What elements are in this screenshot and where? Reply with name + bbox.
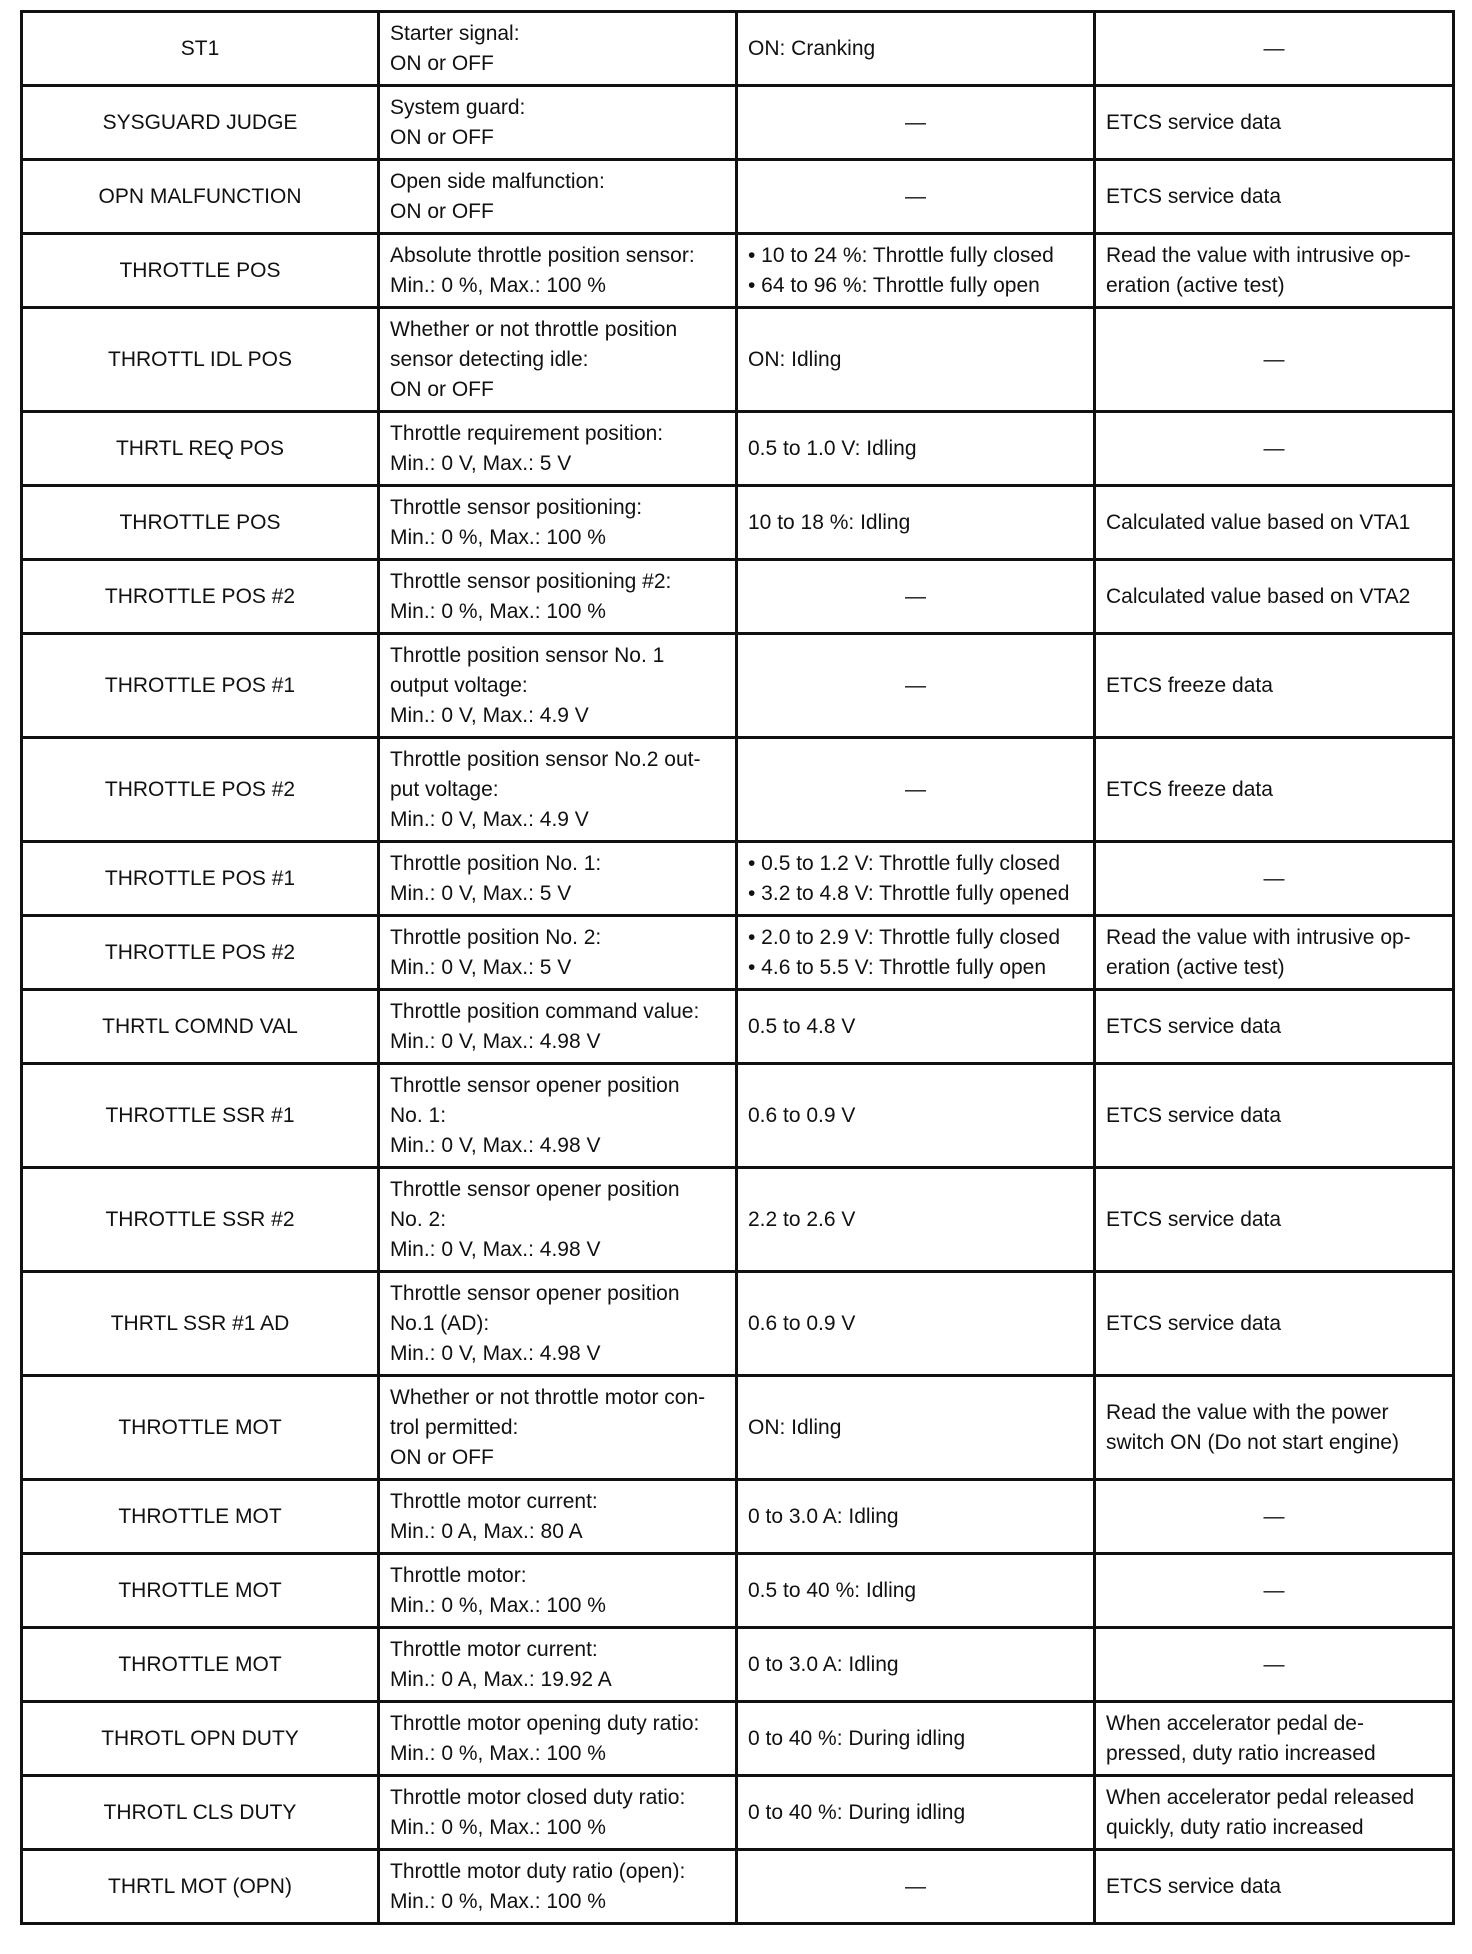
normal-condition-line: • 4.6 to 5.5 V: Throttle fully open: [748, 955, 1047, 979]
normal-condition-line: 0 to 40 %: During idling: [748, 1800, 966, 1824]
diagnostic-note-cell: [1095, 308, 1454, 412]
normal-condition-cell: [737, 1064, 1095, 1168]
measurement-line: System guard:: [390, 95, 526, 119]
normal-condition-line: • 2.0 to 2.9 V: Throttle fully closed: [748, 925, 1061, 949]
measurement-line: Min.: 0 %, Max.: 100 %: [390, 1815, 606, 1839]
normal-condition-cell: [737, 412, 1095, 486]
measurement-line: Min.: 0 V, Max.: 5 V: [390, 451, 572, 475]
measurement-line: Whether or not throttle position: [390, 317, 678, 341]
diagnostic-note-cell: [1095, 86, 1454, 160]
table-row: [22, 1702, 1454, 1776]
diagnostic-note-cell: [1095, 1376, 1454, 1480]
normal-condition-line: ON: Idling: [748, 347, 842, 371]
diagnostic-note-line: ETCS service data: [1106, 1874, 1282, 1898]
diagnostic-note-cell: [1095, 990, 1454, 1064]
measurement-line: Throttle position sensor No.2 out-: [390, 747, 701, 771]
diagnostic-note-line: eration (active test): [1106, 955, 1285, 979]
measurement-cell: [379, 1272, 737, 1376]
diagnostic-note-cell: [1095, 1554, 1454, 1628]
item-cell: THROTTLE POS #2: [22, 916, 379, 990]
normal-condition-line: 0 to 3.0 A: Idling: [748, 1652, 899, 1676]
normal-condition-cell: [737, 842, 1095, 916]
measurement-line: Min.: 0 A, Max.: 80 A: [390, 1519, 583, 1543]
measurement-cell: [379, 86, 737, 160]
table-row: [22, 1272, 1454, 1376]
measurement-cell: [379, 486, 737, 560]
diagnostic-note-cell: [1095, 634, 1454, 738]
normal-condition-line: —: [905, 584, 926, 608]
measurement-line: Min.: 0 %, Max.: 100 %: [390, 273, 606, 297]
diagnostic-note-cell: [1095, 1850, 1454, 1924]
normal-condition-cell: [737, 916, 1095, 990]
item-cell: THRTL COMND VAL: [22, 990, 379, 1064]
measurement-line: Min.: 0 %, Max.: 100 %: [390, 1889, 606, 1913]
measurement-cell: [379, 1702, 737, 1776]
normal-condition-cell: [737, 160, 1095, 234]
diagnostic-note-cell: [1095, 12, 1454, 86]
item-cell: SYSGUARD JUDGE: [22, 86, 379, 160]
measurement-cell: [379, 234, 737, 308]
item-cell: THROTTLE MOT: [22, 1480, 379, 1554]
measurement-line: Throttle motor closed duty ratio:: [390, 1785, 686, 1809]
normal-condition-line: —: [905, 777, 926, 801]
measurement-line: Starter signal:: [390, 21, 520, 45]
item-cell: THROTTLE MOT: [22, 1376, 379, 1480]
diagnostic-note-line: ETCS service data: [1106, 110, 1282, 134]
table-row: [22, 634, 1454, 738]
diagnostic-note-line: When accelerator pedal de-: [1106, 1711, 1364, 1735]
table-row: [22, 738, 1454, 842]
item-cell: THROTTLE SSR #2: [22, 1168, 379, 1272]
normal-condition-line: 0.5 to 1.0 V: Idling: [748, 436, 917, 460]
diagnostic-note-line: Calculated value based on VTA2: [1106, 584, 1411, 608]
item-cell: THROTTLE POS #1: [22, 842, 379, 916]
table-row: [22, 916, 1454, 990]
diagnostic-note-line: Read the value with intrusive op-: [1106, 925, 1411, 949]
diagnostic-note-line: When accelerator pedal released: [1106, 1785, 1415, 1809]
normal-condition-cell: [737, 1480, 1095, 1554]
table-row: [22, 1628, 1454, 1702]
normal-condition-line: —: [905, 673, 926, 697]
normal-condition-line: 10 to 18 %: Idling: [748, 510, 911, 534]
measurement-cell: [379, 990, 737, 1064]
measurement-line: ON or OFF: [390, 199, 494, 223]
measurement-line: output voltage:: [390, 673, 528, 697]
measurement-line: Min.: 0 V, Max.: 4.98 V: [390, 1237, 601, 1261]
measurement-cell: [379, 1168, 737, 1272]
item-cell: THRTL SSR #1 AD: [22, 1272, 379, 1376]
measurement-cell: [379, 308, 737, 412]
measurement-line: Throttle sensor positioning #2:: [390, 569, 672, 593]
measurement-line: Min.: 0 V, Max.: 4.98 V: [390, 1029, 601, 1053]
measurement-line: ON or OFF: [390, 51, 494, 75]
table-row: [22, 842, 1454, 916]
diagnostic-note-cell: [1095, 916, 1454, 990]
item-cell: THROTTLE MOT: [22, 1554, 379, 1628]
table-row: [22, 1776, 1454, 1850]
measurement-cell: [379, 1776, 737, 1850]
item-cell: THROTTLE SSR #1: [22, 1064, 379, 1168]
measurement-line: ON or OFF: [390, 1445, 494, 1469]
diagnostic-note-cell: [1095, 1272, 1454, 1376]
measurement-cell: [379, 1628, 737, 1702]
measurement-cell: [379, 1376, 737, 1480]
measurement-line: ON or OFF: [390, 125, 494, 149]
measurement-line: Throttle motor current:: [390, 1489, 598, 1513]
measurement-line: Min.: 0 V, Max.: 5 V: [390, 955, 572, 979]
measurement-line: Throttle position command value:: [390, 999, 700, 1023]
measurement-cell: [379, 842, 737, 916]
measurement-cell: [379, 634, 737, 738]
diagnostic-note-line: ETCS service data: [1106, 1207, 1282, 1231]
item-cell: THROTTL IDL POS: [22, 308, 379, 412]
measurement-line: sensor detecting idle:: [390, 347, 589, 371]
table-row: [22, 560, 1454, 634]
normal-condition-cell: [737, 1554, 1095, 1628]
diagnostic-note-cell: [1095, 1480, 1454, 1554]
diagnostic-note-line: Read the value with the power: [1106, 1400, 1389, 1424]
normal-condition-cell: [737, 486, 1095, 560]
measurement-cell: [379, 12, 737, 86]
diagnostic-note-line: —: [1263, 347, 1285, 371]
normal-condition-line: ON: Cranking: [748, 36, 876, 60]
item-cell: THROTTLE POS #1: [22, 634, 379, 738]
normal-condition-line: —: [905, 184, 926, 208]
measurement-line: Absolute throttle position sensor:: [390, 243, 695, 267]
item-cell: OPN MALFUNCTION: [22, 160, 379, 234]
item-cell: THRTL MOT (OPN): [22, 1850, 379, 1924]
item-cell: THROTTLE POS #2: [22, 738, 379, 842]
normal-condition-cell: [737, 1850, 1095, 1924]
measurement-line: Min.: 0 V, Max.: 4.98 V: [390, 1341, 601, 1365]
measurement-line: Throttle sensor opener position: [390, 1281, 680, 1305]
diagnostic-note-line: pressed, duty ratio increased: [1106, 1741, 1376, 1765]
measurement-line: Min.: 0 %, Max.: 100 %: [390, 1593, 606, 1617]
diagnostic-note-cell: [1095, 1628, 1454, 1702]
diagnostic-note-line: ETCS freeze data: [1106, 673, 1273, 697]
measurement-line: Throttle position No. 2:: [390, 925, 602, 949]
table-row: [22, 412, 1454, 486]
table-row: [22, 1376, 1454, 1480]
measurement-line: Throttle position sensor No. 1: [390, 643, 665, 667]
measurement-line: Min.: 0 %, Max.: 100 %: [390, 599, 606, 623]
normal-condition-cell: [737, 990, 1095, 1064]
measurement-line: Throttle position No. 1:: [390, 851, 602, 875]
table-row: [22, 86, 1454, 160]
item-cell: THROTL CLS DUTY: [22, 1776, 379, 1850]
measurement-line: Throttle sensor opener position: [390, 1177, 680, 1201]
measurement-line: Min.: 0 V, Max.: 4.98 V: [390, 1133, 601, 1157]
diagnostic-note-line: —: [1263, 866, 1285, 890]
measurement-cell: [379, 560, 737, 634]
normal-condition-cell: [737, 86, 1095, 160]
table-body: [22, 12, 1454, 1924]
normal-condition-line: 0 to 40 %: During idling: [748, 1726, 966, 1750]
measurement-line: Min.: 0 V, Max.: 5 V: [390, 881, 572, 905]
diagnostic-note-cell: [1095, 234, 1454, 308]
data-list-table: [20, 10, 1455, 1925]
normal-condition-cell: [737, 560, 1095, 634]
measurement-line: Throttle motor current:: [390, 1637, 598, 1661]
diagnostic-note-cell: [1095, 160, 1454, 234]
diagnostic-note-cell: [1095, 560, 1454, 634]
diagnostic-note-line: Calculated value based on VTA1: [1106, 510, 1411, 534]
measurement-cell: [379, 1064, 737, 1168]
measurement-line: Min.: 0 V, Max.: 4.9 V: [390, 807, 589, 831]
diagnostic-note-line: ETCS service data: [1106, 1014, 1282, 1038]
normal-condition-line: • 10 to 24 %: Throttle fully closed: [748, 243, 1054, 267]
table-row: [22, 308, 1454, 412]
measurement-line: No. 1:: [390, 1103, 447, 1127]
measurement-cell: [379, 916, 737, 990]
measurement-line: Throttle sensor positioning:: [390, 495, 643, 519]
table-row: [22, 1064, 1454, 1168]
table-row: [22, 1850, 1454, 1924]
item-cell: THROTTLE MOT: [22, 1628, 379, 1702]
normal-condition-cell: [737, 1702, 1095, 1776]
normal-condition-cell: [737, 634, 1095, 738]
normal-condition-line: • 64 to 96 %: Throttle fully open: [748, 273, 1040, 297]
measurement-line: put voltage:: [390, 777, 499, 801]
normal-condition-cell: [737, 1776, 1095, 1850]
normal-condition-cell: [737, 12, 1095, 86]
measurement-line: Min.: 0 A, Max.: 19.92 A: [390, 1667, 612, 1691]
measurement-line: Whether or not throttle motor con-: [390, 1385, 706, 1409]
diagnostic-note-line: ETCS service data: [1106, 1103, 1282, 1127]
item-cell: THROTL OPN DUTY: [22, 1702, 379, 1776]
diagnostic-note-cell: [1095, 486, 1454, 560]
diagnostic-note-line: eration (active test): [1106, 273, 1285, 297]
normal-condition-line: —: [905, 110, 926, 134]
normal-condition-line: 0.6 to 0.9 V: [748, 1103, 856, 1127]
measurement-cell: [379, 1554, 737, 1628]
measurement-cell: [379, 1850, 737, 1924]
normal-condition-line: 0 to 3.0 A: Idling: [748, 1504, 899, 1528]
normal-condition-cell: [737, 1376, 1095, 1480]
item-cell: THROTTLE POS: [22, 486, 379, 560]
item-cell: THROTTLE POS: [22, 234, 379, 308]
normal-condition-line: 0.5 to 4.8 V: [748, 1014, 856, 1038]
diagnostic-note-line: —: [1263, 436, 1285, 460]
normal-condition-cell: [737, 308, 1095, 412]
normal-condition-line: —: [905, 1874, 926, 1898]
table-row: [22, 12, 1454, 86]
measurement-cell: [379, 412, 737, 486]
diagnostic-note-line: —: [1263, 1652, 1285, 1676]
diagnostic-note-line: ETCS freeze data: [1106, 777, 1273, 801]
measurement-line: Throttle sensor opener position: [390, 1073, 680, 1097]
measurement-line: Min.: 0 %, Max.: 100 %: [390, 1741, 606, 1765]
diagnostic-note-cell: [1095, 1776, 1454, 1850]
diagnostic-note-line: ETCS service data: [1106, 1311, 1282, 1335]
item-cell: THRTL REQ POS: [22, 412, 379, 486]
diagnostic-note-line: switch ON (Do not start engine): [1106, 1430, 1399, 1454]
normal-condition-line: 0.6 to 0.9 V: [748, 1311, 856, 1335]
normal-condition-line: 0.5 to 40 %: Idling: [748, 1578, 917, 1602]
diagnostic-note-cell: [1095, 412, 1454, 486]
table-row: [22, 160, 1454, 234]
normal-condition-cell: [737, 1272, 1095, 1376]
diagnostic-note-cell: [1095, 738, 1454, 842]
measurement-line: trol permitted:: [390, 1415, 519, 1439]
normal-condition-line: 2.2 to 2.6 V: [748, 1207, 856, 1231]
table-row: [22, 1168, 1454, 1272]
table-row: [22, 234, 1454, 308]
table-row: [22, 1480, 1454, 1554]
measurement-cell: [379, 738, 737, 842]
normal-condition-cell: [737, 738, 1095, 842]
measurement-line: Open side malfunction:: [390, 169, 605, 193]
diagnostic-note-line: —: [1263, 1578, 1285, 1602]
measurement-line: Throttle motor duty ratio (open):: [390, 1859, 686, 1883]
measurement-line: ON or OFF: [390, 377, 494, 401]
normal-condition-cell: [737, 1628, 1095, 1702]
measurement-line: No. 2:: [390, 1207, 447, 1231]
normal-condition-cell: [737, 234, 1095, 308]
normal-condition-line: • 3.2 to 4.8 V: Throttle fully opened: [748, 881, 1070, 905]
diagnostic-note-cell: [1095, 1064, 1454, 1168]
item-cell: THROTTLE POS #2: [22, 560, 379, 634]
table-row: [22, 1554, 1454, 1628]
diagnostic-note-line: quickly, duty ratio increased: [1106, 1815, 1364, 1839]
diagnostic-note-line: ETCS service data: [1106, 184, 1282, 208]
item-cell: ST1: [22, 12, 379, 86]
measurement-line: Throttle requirement position:: [390, 421, 664, 445]
measurement-cell: [379, 160, 737, 234]
measurement-cell: [379, 1480, 737, 1554]
measurement-line: Throttle motor opening duty ratio:: [390, 1711, 700, 1735]
table-row: [22, 486, 1454, 560]
diagnostic-note-cell: [1095, 1168, 1454, 1272]
diagnostic-note-line: Read the value with intrusive op-: [1106, 243, 1411, 267]
diagnostic-note-cell: [1095, 1702, 1454, 1776]
diagnostic-note-cell: [1095, 842, 1454, 916]
normal-condition-line: ON: Idling: [748, 1415, 842, 1439]
measurement-line: Min.: 0 %, Max.: 100 %: [390, 525, 606, 549]
diagnostic-note-line: —: [1263, 36, 1285, 60]
measurement-line: Throttle motor:: [390, 1563, 527, 1587]
diagnostic-note-line: —: [1263, 1504, 1285, 1528]
measurement-line: No.1 (AD):: [390, 1311, 490, 1335]
normal-condition-cell: [737, 1168, 1095, 1272]
normal-condition-line: • 0.5 to 1.2 V: Throttle fully closed: [748, 851, 1061, 875]
measurement-line: Min.: 0 V, Max.: 4.9 V: [390, 703, 589, 727]
table-row: [22, 990, 1454, 1064]
